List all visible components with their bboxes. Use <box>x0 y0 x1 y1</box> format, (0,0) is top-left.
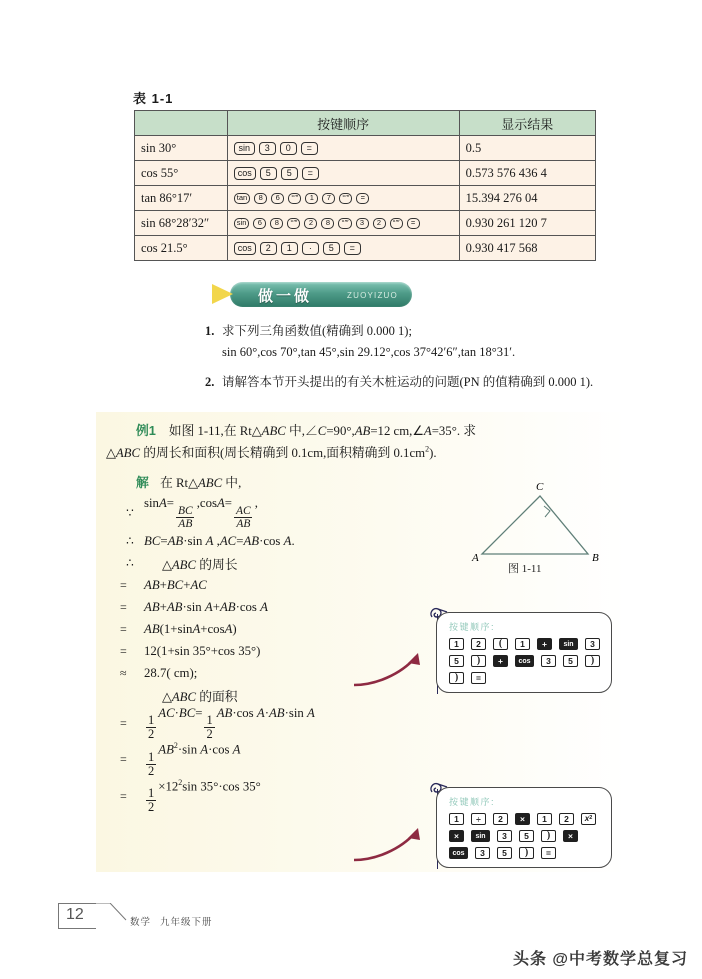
example-tag: 例1 <box>136 423 156 438</box>
page-number: 12 <box>66 906 84 923</box>
exercise-body <box>222 373 615 392</box>
calculator-key-5: 5 <box>563 655 578 667</box>
calculator-key-=: = <box>471 672 486 684</box>
solution-intro <box>136 472 241 491</box>
calculator-key-°′″: °′″ <box>390 218 403 229</box>
therefore-symbol: ∴ <box>126 533 134 548</box>
banner-title: 做一做 <box>258 288 313 305</box>
approx-symbol: ≈ <box>120 665 127 680</box>
footer-subject: 数学 <box>130 917 152 928</box>
cell-expression: sin 30° <box>135 136 228 161</box>
calculator-key-8: 8 <box>321 218 334 229</box>
calculator-key-x²: x 2 <box>581 813 596 825</box>
calculator-key-°′″: °′″ <box>339 193 352 204</box>
pointer-arrow-icon <box>350 645 425 690</box>
step-text: AB+BC+AC <box>144 577 207 592</box>
solution-tag: 解 <box>136 475 149 490</box>
exercise-list <box>205 322 615 402</box>
calculator-key-1: 1 <box>449 638 464 650</box>
triangle-figure <box>470 476 620 586</box>
exercise-line: 求下列三角函数值(精确到 0.000 1); <box>222 324 412 338</box>
cell-key-sequence <box>227 186 459 211</box>
equals-symbol: = <box>120 752 127 767</box>
step-row <box>116 618 446 640</box>
equals-symbol: = <box>120 643 127 658</box>
watermark: 头条 @中考数学总复习 <box>512 951 688 968</box>
cell-key-sequence <box>227 161 459 186</box>
calculator-key-+: + <box>537 638 552 650</box>
step-text: $\frac{1}{2}$ $\times 12^2\sin$ 35°·cos 35° <box>148 777 261 815</box>
callout-title: 按键顺序: <box>449 797 496 807</box>
calculator-key-): ) <box>449 672 464 684</box>
column-header-key-sequence: 按键顺序 <box>227 111 459 136</box>
calculator-key-1: 1 <box>281 242 298 255</box>
calculator-key-5: 5 <box>281 167 298 180</box>
step-row <box>116 778 446 815</box>
calculator-key-cos: cos <box>449 847 468 859</box>
equals-symbol: = <box>120 577 127 592</box>
calculator-key-=: = <box>344 242 361 255</box>
table-row <box>135 236 596 261</box>
calculator-key-°′″: °′″ <box>288 193 301 204</box>
exercise-item <box>205 322 615 363</box>
calculator-key-5: 5 <box>260 167 277 180</box>
callout-title: 按键顺序: <box>449 622 496 632</box>
calculator-key-7: 7 <box>322 193 335 204</box>
triangle-svg <box>470 476 620 586</box>
because-symbol: ∵ <box>126 505 134 520</box>
column-header-expression <box>135 111 228 136</box>
calculator-key-2: 2 <box>493 813 508 825</box>
key-sequence-callout <box>418 604 618 704</box>
cell-key-sequence <box>227 211 459 236</box>
calculator-key-sin: sin <box>234 142 255 155</box>
calculator-key-÷: ÷ <box>471 813 486 825</box>
cell-expression: tan 86°17′ <box>135 186 228 211</box>
calculator-key-): ) <box>585 655 600 667</box>
step-text: AB(1+sinA+cosA) <box>144 621 237 636</box>
step-row <box>116 530 446 552</box>
key-row <box>234 167 453 180</box>
step-row <box>116 574 446 596</box>
step-text: BC=AB·sin A ,AC=AB·cos A. <box>144 533 295 548</box>
calculator-key-3: 3 <box>541 655 556 667</box>
calculator-key-=: = <box>301 142 318 155</box>
key-sequence-callout <box>418 779 618 879</box>
pointer-arrow-icon <box>350 820 425 865</box>
step-row <box>116 706 446 741</box>
calculator-key-3: 3 <box>356 218 369 229</box>
calculator-key-=: = <box>356 193 369 204</box>
figure-caption: 图 1-11 <box>508 563 542 575</box>
calculator-key-3: 3 <box>497 830 512 842</box>
callout-box <box>436 787 612 868</box>
table-row <box>135 186 596 211</box>
cell-result: 0.5 <box>459 136 595 161</box>
exercise-body <box>222 322 615 363</box>
calculator-key-1: 1 <box>537 813 552 825</box>
key-row <box>234 218 453 229</box>
calculator-key-5: 5 <box>497 847 512 859</box>
cell-result: 15.394 276 04 <box>459 186 595 211</box>
example-statement-line2: △ABC 的周长和面积(周长精确到 0.1cm,面积精确到 $0.1cm^2$). <box>106 445 437 461</box>
table-head <box>135 111 596 136</box>
step-text: AB+AB·sin A+AB·cos A <box>144 599 268 614</box>
cell-result: 0.930 261 120 7 <box>459 211 595 236</box>
calculator-key-sin: sin <box>471 830 490 842</box>
step-text: 12(1+sin 35°+cos 35°) <box>144 643 261 658</box>
calculator-key-×: × <box>449 830 464 842</box>
exercise-number: 1. <box>205 324 215 338</box>
step-text: △ABC 的周长 <box>162 557 238 572</box>
solution-intro-text: 在 Rt△ABC 中, <box>160 476 242 490</box>
step-text: $\frac{1}{2}$ AC·BC= $\frac{1}{2}$ AB·cos A·AB·sin A <box>148 706 315 742</box>
calculator-key-·: · <box>302 242 319 255</box>
calculator-key-5: 5 <box>449 655 464 667</box>
equals-symbol: = <box>120 599 127 614</box>
footer-leader-line <box>96 903 130 933</box>
calculator-key-): ) <box>519 847 534 859</box>
calculator-key-2: 2 <box>260 242 277 255</box>
callout-box <box>436 612 612 693</box>
table-row <box>135 211 596 236</box>
calculator-key-): ) <box>541 830 556 842</box>
key-grid <box>449 638 602 684</box>
key-row <box>234 242 453 255</box>
column-header-result: 显示结果 <box>459 111 595 136</box>
table-row <box>135 136 596 161</box>
calculator-key-0: 0 <box>280 142 297 155</box>
calculator-key-×: × <box>563 830 578 842</box>
step-row <box>116 596 446 618</box>
banner-pinyin: ZUOYIZUO <box>347 291 398 300</box>
calculator-key-1: 1 <box>449 813 464 825</box>
step-row <box>116 496 446 530</box>
page-footer <box>58 903 358 937</box>
cell-expression: sin 68°28′32″ <box>135 211 228 236</box>
example-statement-line1: 如图 1-11,在 Rt△ABC 中,∠C=90°,AB=12 cm,∠A=35°. 求 <box>159 424 477 438</box>
calculator-key-(: ( <box>493 638 508 650</box>
calculator-key-=: = <box>302 167 319 180</box>
vertex-label-b: B <box>592 552 599 564</box>
table-caption: 表 1-1 <box>133 91 174 106</box>
calculator-key-3: 3 <box>259 142 276 155</box>
calculator-key-×: × <box>515 813 530 825</box>
step-text: 28.7( cm); <box>144 665 198 680</box>
cell-result: 0.930 417 568 <box>459 236 595 261</box>
activity-banner <box>212 282 412 308</box>
calculator-key-3: 3 <box>585 638 600 650</box>
calculator-key-): ) <box>471 655 486 667</box>
triangle-shape <box>482 496 588 554</box>
exercise-item <box>205 373 615 392</box>
equals-symbol: = <box>120 788 127 803</box>
calculator-key-sin: sin <box>234 218 250 229</box>
footer-grade: 九年级下册 <box>160 917 213 928</box>
cell-expression: cos 21.5° <box>135 236 228 261</box>
calculator-key-1: 1 <box>515 638 530 650</box>
equals-symbol: = <box>120 621 127 636</box>
step-text: sinA= $\frac{BC}{AB}$ ,cosA= $\frac{AC}{AB}$ , <box>144 496 258 531</box>
step-text: $\frac{1}{2}$ $AB^2\cdot\sin$ A·cos A <box>148 741 241 778</box>
key-grid <box>449 813 602 859</box>
calculator-key-°′″: °′″ <box>287 218 300 229</box>
calculator-key-sin: sin <box>559 638 578 650</box>
calculator-key-5: 5 <box>519 830 534 842</box>
calculator-key-cos: cos <box>234 242 256 255</box>
cell-key-sequence <box>227 136 459 161</box>
example-heading <box>106 420 606 465</box>
calculator-key-2: 2 <box>304 218 317 229</box>
table-row <box>135 161 596 186</box>
therefore-symbol: ∴ <box>126 555 134 570</box>
play-triangle-icon <box>212 284 233 304</box>
exercise-line: 请解答本节开头提出的有关木桩运动的问题(PN 的值精确到 0.000 1). <box>222 374 594 389</box>
calculator-key-table <box>134 110 596 261</box>
calculator-key-2: 2 <box>471 638 486 650</box>
calculator-key-1: 1 <box>305 193 318 204</box>
cell-result: 0.573 576 436 4 <box>459 161 595 186</box>
key-row <box>234 142 453 155</box>
calculator-key-6: 6 <box>253 218 266 229</box>
step-row <box>116 552 446 574</box>
step-row <box>116 741 446 778</box>
equals-symbol: = <box>120 716 127 731</box>
table-body <box>135 136 596 261</box>
calculator-key-°′″: °′″ <box>338 218 351 229</box>
vertex-label-a: A <box>472 552 479 564</box>
calculator-key-6: 6 <box>271 193 284 204</box>
calculator-key-5: 5 <box>323 242 340 255</box>
calculator-key-8: 8 <box>254 193 267 204</box>
key-row <box>234 193 453 204</box>
calculator-key-cos: cos <box>515 655 534 667</box>
calculator-key-2: 2 <box>373 218 386 229</box>
footer-text <box>130 914 213 928</box>
calculator-key-=: = <box>407 218 420 229</box>
calculator-key-+: + <box>493 655 508 667</box>
cell-key-sequence <box>227 236 459 261</box>
exercise-line: sin 60°,cos 70°,tan 45°,sin 29.12°,cos 37°42′6″,tan 18°31′. <box>222 345 516 360</box>
step-text: △ABC 的面积 <box>162 689 238 704</box>
calculator-key-3: 3 <box>475 847 490 859</box>
calculator-key-2: 2 <box>559 813 574 825</box>
vertex-label-c: C <box>536 481 544 493</box>
exercise-number: 2. <box>205 374 215 389</box>
calculator-key-cos: cos <box>234 167 256 180</box>
table-header-row <box>135 111 596 136</box>
cell-expression: cos 55° <box>135 161 228 186</box>
calculator-key-tan: tan <box>234 193 250 204</box>
calculator-key-=: = <box>541 847 556 859</box>
calculator-key-8: 8 <box>270 218 283 229</box>
